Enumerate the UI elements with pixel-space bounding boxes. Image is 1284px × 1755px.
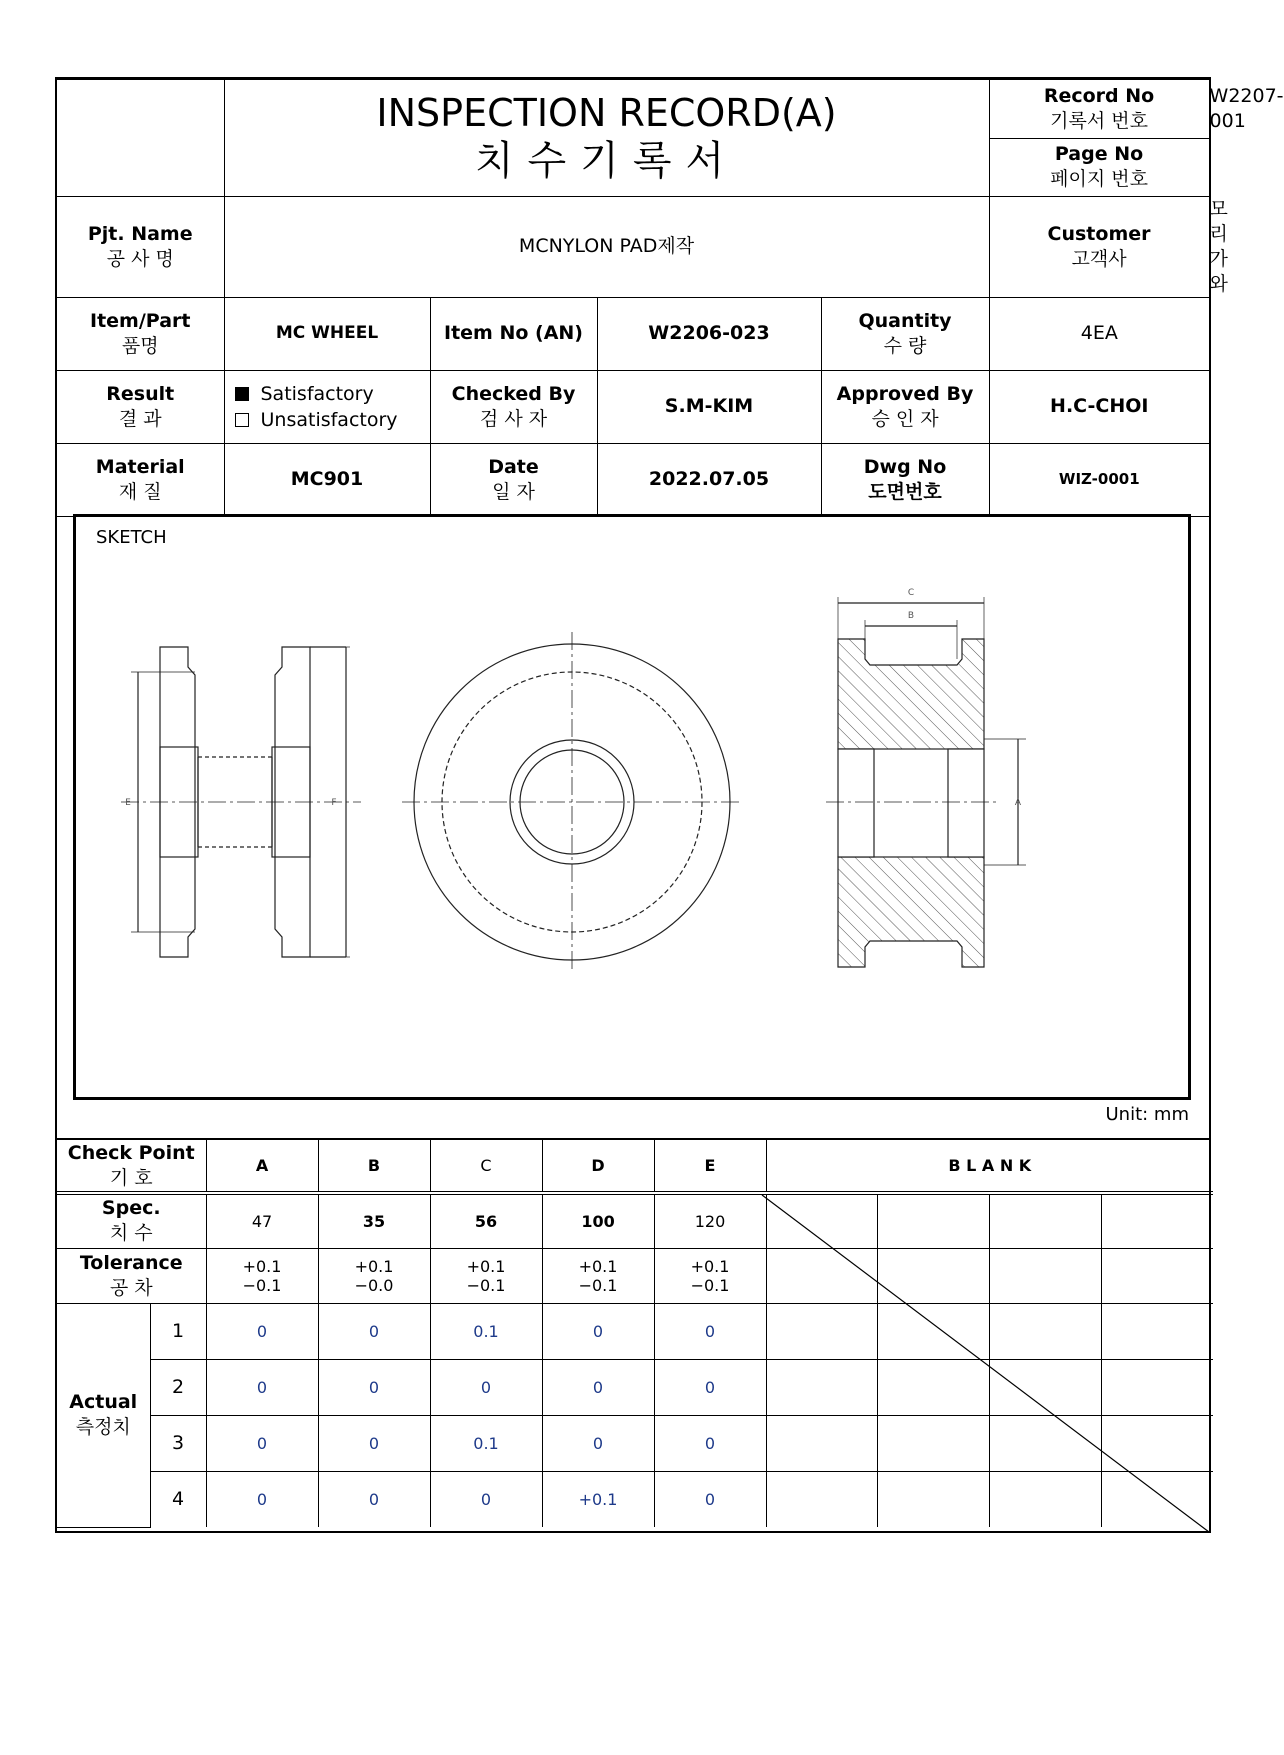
blank-cell bbox=[766, 1248, 877, 1303]
blank-cell bbox=[877, 1193, 989, 1248]
blank-cell bbox=[989, 1415, 1101, 1471]
actual-row-no: 3 bbox=[150, 1415, 206, 1471]
pjt-name-value: MCNYLON PAD제작 bbox=[224, 196, 989, 297]
logo-cell bbox=[57, 80, 224, 196]
blank-cell bbox=[877, 1471, 989, 1527]
actual-value: 0.1 bbox=[430, 1303, 542, 1359]
check-table bbox=[57, 1140, 1213, 1528]
result-satisfactory[interactable]: Satisfactory bbox=[225, 381, 430, 407]
check-point-label: Check Point 기 호 bbox=[57, 1140, 206, 1193]
blank-cell bbox=[766, 1471, 877, 1527]
blank-cell bbox=[766, 1359, 877, 1415]
spec-b: 35 bbox=[318, 1193, 430, 1248]
dim-label-f: F bbox=[331, 798, 337, 808]
header-table: INSPECTION RECORD(A) 치수기록서 Record No 기록서 번호 W2207-001 Page No 페이지 번호 Pjt. Name 공 사 명 MCNYLON PAD제작 Customer 고객사 모리가와 Item/Part 품명 MC WHEEL Item No (AN) W2206-023 Quantity 수 량 4EA Result 결 과 Satisfactory Unsatisfactory Checked By 검 사 자 S.M-KIM Approved By 승 인 자 H.C-CHOI Material 재 질 MC901 Date 일 자 2022.07.05 Dwg No 도면번호 WIZ-0001 bbox=[57, 80, 1209, 517]
item-no-label: Item No (AN) bbox=[430, 297, 597, 370]
blank-cell bbox=[1101, 1415, 1213, 1471]
blank-cell bbox=[1101, 1471, 1213, 1527]
actual-value: 0 bbox=[318, 1471, 430, 1527]
result-options bbox=[224, 370, 430, 443]
actual-value: 0 bbox=[318, 1359, 430, 1415]
tolerance-d: +0.1 −0.1 bbox=[542, 1248, 654, 1303]
blank-cell bbox=[989, 1359, 1101, 1415]
title-cell bbox=[224, 80, 989, 196]
spec-d: 100 bbox=[542, 1193, 654, 1248]
blank-cell bbox=[989, 1248, 1101, 1303]
quantity-label: Quantity 수 량 bbox=[821, 297, 989, 370]
sketch-label: SKETCH bbox=[96, 527, 167, 548]
tolerance-b: +0.1 −0.0 bbox=[318, 1248, 430, 1303]
item-no-value: W2206-023 bbox=[597, 297, 821, 370]
dim-label-a: A bbox=[1014, 798, 1022, 808]
page-no-label: Page No 페이지 번호 bbox=[989, 138, 1209, 196]
front-view bbox=[402, 632, 742, 972]
actual-value: 0 bbox=[654, 1359, 766, 1415]
actual-value: 0 bbox=[654, 1471, 766, 1527]
actual-value: 0 bbox=[206, 1471, 318, 1527]
sketch-area bbox=[73, 514, 1191, 1100]
actual-row-no: 1 bbox=[150, 1303, 206, 1359]
actual-value: 0 bbox=[318, 1415, 430, 1471]
actual-value: +0.1 bbox=[542, 1471, 654, 1527]
checked-by-value: S.M-KIM bbox=[597, 370, 821, 443]
blank-cell bbox=[1101, 1303, 1213, 1359]
dim-label-c: C bbox=[907, 588, 915, 598]
material-label: Material 재 질 bbox=[57, 443, 224, 516]
col-header-d: D bbox=[542, 1140, 654, 1193]
side-view bbox=[121, 647, 361, 957]
dim-label-b: B bbox=[907, 611, 915, 621]
date-value: 2022.07.05 bbox=[597, 443, 821, 516]
actual-label: Actual 측정치 bbox=[57, 1303, 150, 1527]
blank-cell bbox=[877, 1248, 989, 1303]
blank-cell bbox=[989, 1471, 1101, 1527]
actual-value: 0 bbox=[206, 1303, 318, 1359]
item-part-label: Item/Part 품명 bbox=[57, 297, 224, 370]
blank-cell bbox=[1101, 1193, 1213, 1248]
blank-cell bbox=[989, 1193, 1101, 1248]
actual-value: 0 bbox=[654, 1415, 766, 1471]
actual-value: 0 bbox=[430, 1471, 542, 1527]
dwg-no-value: WIZ-0001 bbox=[989, 443, 1209, 516]
col-header-a: A bbox=[206, 1140, 318, 1193]
actual-value: 0 bbox=[206, 1415, 318, 1471]
blank-cell bbox=[766, 1415, 877, 1471]
checked-by-label: Checked By 검 사 자 bbox=[430, 370, 597, 443]
actual-value: 0 bbox=[542, 1303, 654, 1359]
inspection-record-form bbox=[55, 77, 1284, 1533]
actual-value: 0 bbox=[654, 1303, 766, 1359]
pjt-name-label: Pjt. Name 공 사 명 bbox=[57, 196, 224, 297]
blank-cell bbox=[766, 1303, 877, 1359]
actual-value: 0 bbox=[430, 1359, 542, 1415]
material-value: MC901 bbox=[224, 443, 430, 516]
title-en: INSPECTION RECORD(A) bbox=[376, 90, 837, 135]
checkbox-empty-icon[interactable] bbox=[235, 413, 249, 427]
col-header-b: B bbox=[318, 1140, 430, 1193]
blank-cell bbox=[877, 1303, 989, 1359]
actual-value: 0.1 bbox=[430, 1415, 542, 1471]
checkbox-checked-icon[interactable] bbox=[235, 387, 249, 401]
col-header-e: E bbox=[654, 1140, 766, 1193]
tolerance-label: Tolerance 공 차 bbox=[57, 1248, 206, 1303]
spec-c: 56 bbox=[430, 1193, 542, 1248]
blank-header: B L A N K bbox=[766, 1140, 1213, 1193]
approved-by-value: H.C-CHOI bbox=[989, 370, 1209, 443]
blank-cell bbox=[1101, 1248, 1213, 1303]
blank-cell bbox=[766, 1193, 877, 1248]
tolerance-e: +0.1 −0.1 bbox=[654, 1248, 766, 1303]
dwg-no-label: Dwg No 도면번호 bbox=[821, 443, 989, 516]
blank-cell bbox=[877, 1359, 989, 1415]
actual-value: 0 bbox=[542, 1359, 654, 1415]
result-unsatisfactory[interactable]: Unsatisfactory bbox=[225, 407, 430, 433]
tolerance-c: +0.1 −0.1 bbox=[430, 1248, 542, 1303]
actual-value: 0 bbox=[542, 1415, 654, 1471]
spec-e: 120 bbox=[654, 1193, 766, 1248]
actual-value: 0 bbox=[318, 1303, 430, 1359]
spec-a: 47 bbox=[206, 1193, 318, 1248]
actual-value: 0 bbox=[206, 1359, 318, 1415]
unit-label: Unit: mm bbox=[1105, 1104, 1189, 1125]
date-label: Date 일 자 bbox=[430, 443, 597, 516]
approved-by-label: Approved By 승 인 자 bbox=[821, 370, 989, 443]
item-part-value: MC WHEEL bbox=[224, 297, 430, 370]
blank-cell bbox=[877, 1415, 989, 1471]
quantity-value: 4EA bbox=[989, 297, 1209, 370]
actual-row-no: 4 bbox=[150, 1471, 206, 1527]
customer-label: Customer 고객사 bbox=[989, 196, 1209, 297]
record-no-label: Record No 기록서 번호 bbox=[989, 80, 1209, 138]
col-header-c: C bbox=[430, 1140, 542, 1193]
result-label: Result 결 과 bbox=[57, 370, 224, 443]
tolerance-a: +0.1 −0.1 bbox=[206, 1248, 318, 1303]
actual-row-no: 2 bbox=[150, 1359, 206, 1415]
dim-label-e: E bbox=[125, 798, 131, 808]
wheel-drawing bbox=[76, 517, 1188, 1097]
section-view bbox=[826, 597, 1026, 967]
title-ko: 치수기록서 bbox=[474, 137, 739, 184]
blank-cell bbox=[1101, 1359, 1213, 1415]
spec-label: Spec. 치 수 bbox=[57, 1193, 206, 1248]
blank-cell bbox=[989, 1303, 1101, 1359]
